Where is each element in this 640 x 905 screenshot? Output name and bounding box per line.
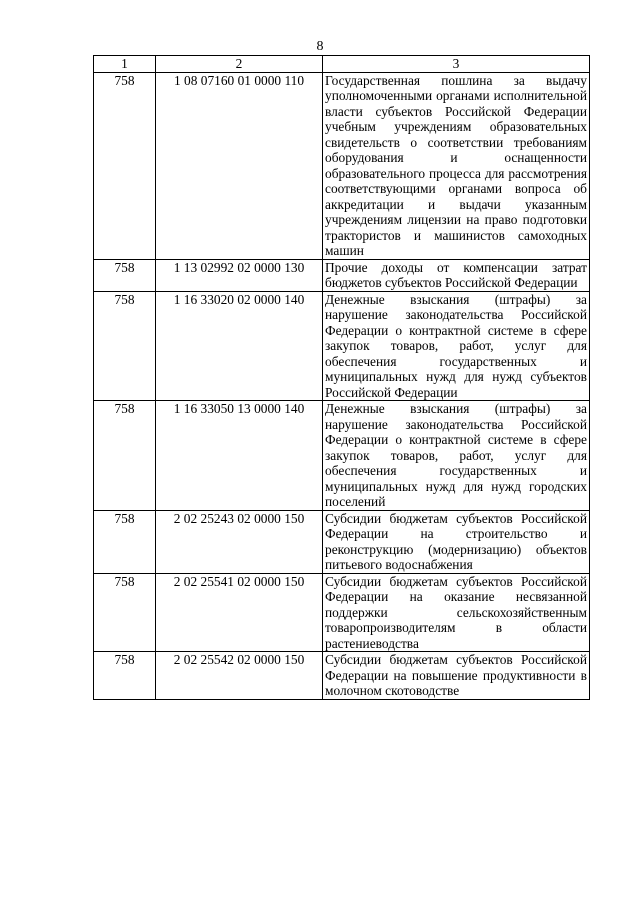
admin-code-cell: 758 (94, 401, 156, 511)
admin-code-cell: 758 (94, 652, 156, 700)
revenue-name-cell: Денежные взыскания (штрафы) за нарушение законодательства Российской Федерации о контрактной системе в сфере закупок товаров, работ, услуг для обеспечения государственных и муниципальных нужд для нужд городских поселений (323, 401, 590, 511)
revenue-name-cell: Субсидии бюджетам субъектов Российской Федерации на оказание несвязанной поддержки сельскохозяйственным товаропроизводителям в области растениеводства (323, 573, 590, 652)
admin-code-cell: 758 (94, 259, 156, 291)
table-row (94, 291, 590, 401)
table-row (94, 573, 590, 652)
table-row (94, 72, 590, 259)
admin-code-cell: 758 (94, 291, 156, 401)
budget-code-cell: 1 13 02992 02 0000 130 (156, 259, 323, 291)
page-number: 8 (316, 39, 324, 54)
admin-code-cell: 758 (94, 72, 156, 259)
column-number-2: 2 (156, 56, 323, 73)
table-header-row (94, 56, 590, 73)
revenue-name-cell: Субсидии бюджетам субъектов Российской Федерации на строительство и реконструкцию (модернизацию) объектов питьевого водоснабжения (323, 510, 590, 573)
revenue-name-cell: Прочие доходы от компенсации затрат бюджетов субъектов Российской Федерации (323, 259, 590, 291)
table-row (94, 652, 590, 700)
budget-code-cell: 1 08 07160 01 0000 110 (156, 72, 323, 259)
budget-code-cell: 1 16 33050 13 0000 140 (156, 401, 323, 511)
revenue-codes-table (93, 55, 590, 700)
table-row (94, 401, 590, 511)
budget-code-cell: 1 16 33020 02 0000 140 (156, 291, 323, 401)
admin-code-cell: 758 (94, 573, 156, 652)
table-row (94, 510, 590, 573)
budget-code-cell: 2 02 25542 02 0000 150 (156, 652, 323, 700)
revenue-name-cell: Субсидии бюджетам субъектов Российской Федерации на повышение продуктивности в молочном скотоводстве (323, 652, 590, 700)
column-number-3: 3 (323, 56, 590, 73)
budget-code-cell: 2 02 25541 02 0000 150 (156, 573, 323, 652)
column-number-1: 1 (94, 56, 156, 73)
revenue-name-cell: Государственная пошлина за выдачу уполномоченными органами исполнительной власти субъектов Российской Федерации учебным учреждениям образовательных свидетельств о соответствии требованиям оборудования и оснащенности образовательного процесса для рассмотрения соответствующими органами вопроса об аккредитации и выдачи указанным учреждениям лицензии на право подготовки трактористов и машинистов самоходных машин (323, 72, 590, 259)
revenue-name-cell: Денежные взыскания (штрафы) за нарушение законодательства Российской Федерации о контрактной системе в сфере закупок товаров, работ, услуг для обеспечения государственных и муниципальных нужд для нужд субъектов Российской Федерации (323, 291, 590, 401)
budget-code-cell: 2 02 25243 02 0000 150 (156, 510, 323, 573)
table-row (94, 259, 590, 291)
admin-code-cell: 758 (94, 510, 156, 573)
